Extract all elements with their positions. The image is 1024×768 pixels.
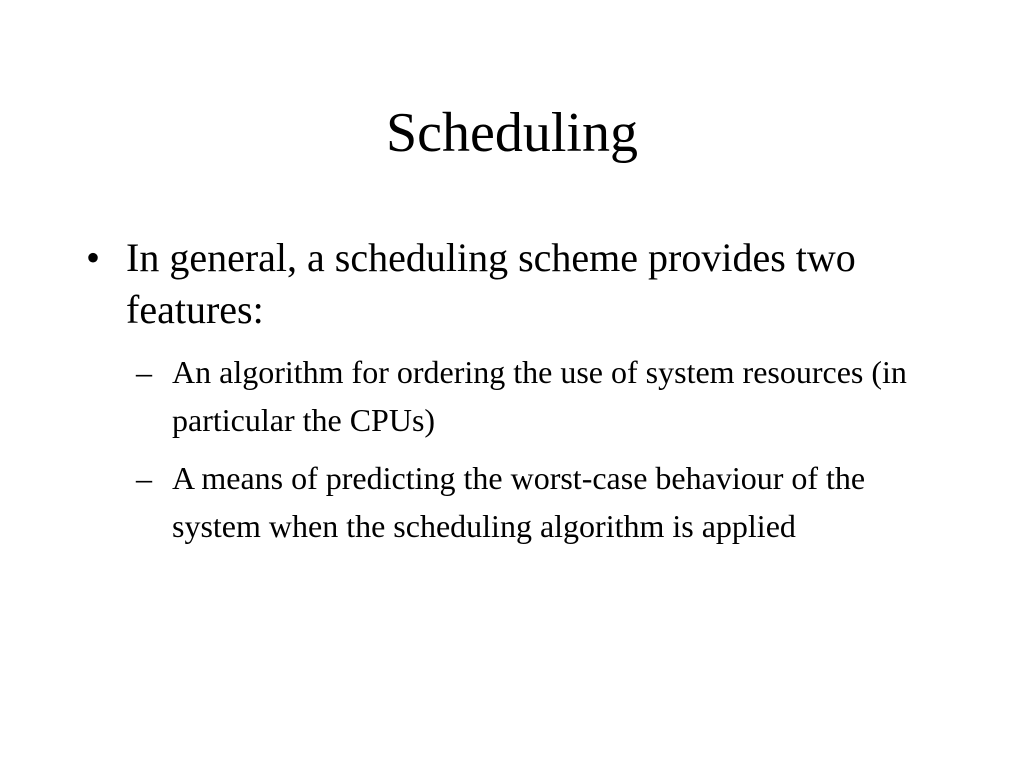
sub-bullet-text: An algorithm for ordering the use of system resources (in particular the CPUs) [172,354,907,438]
sub-bullet-list [86,348,946,550]
slide-title: Scheduling [386,102,638,164]
sub-bullet-marker: – [136,460,152,496]
bullet-item [86,232,946,336]
slide-body [86,232,946,560]
bullet-marker: • [86,235,101,280]
sub-bullet-marker: – [136,354,152,390]
sub-bullet-item [86,348,946,444]
sub-bullet-item [86,454,946,550]
bullet-text: In general, a scheduling scheme provides two features: [126,235,856,332]
sub-bullet-text: A means of predicting the worst-case behaviour of the system when the scheduling algorithm is applied [172,460,866,544]
